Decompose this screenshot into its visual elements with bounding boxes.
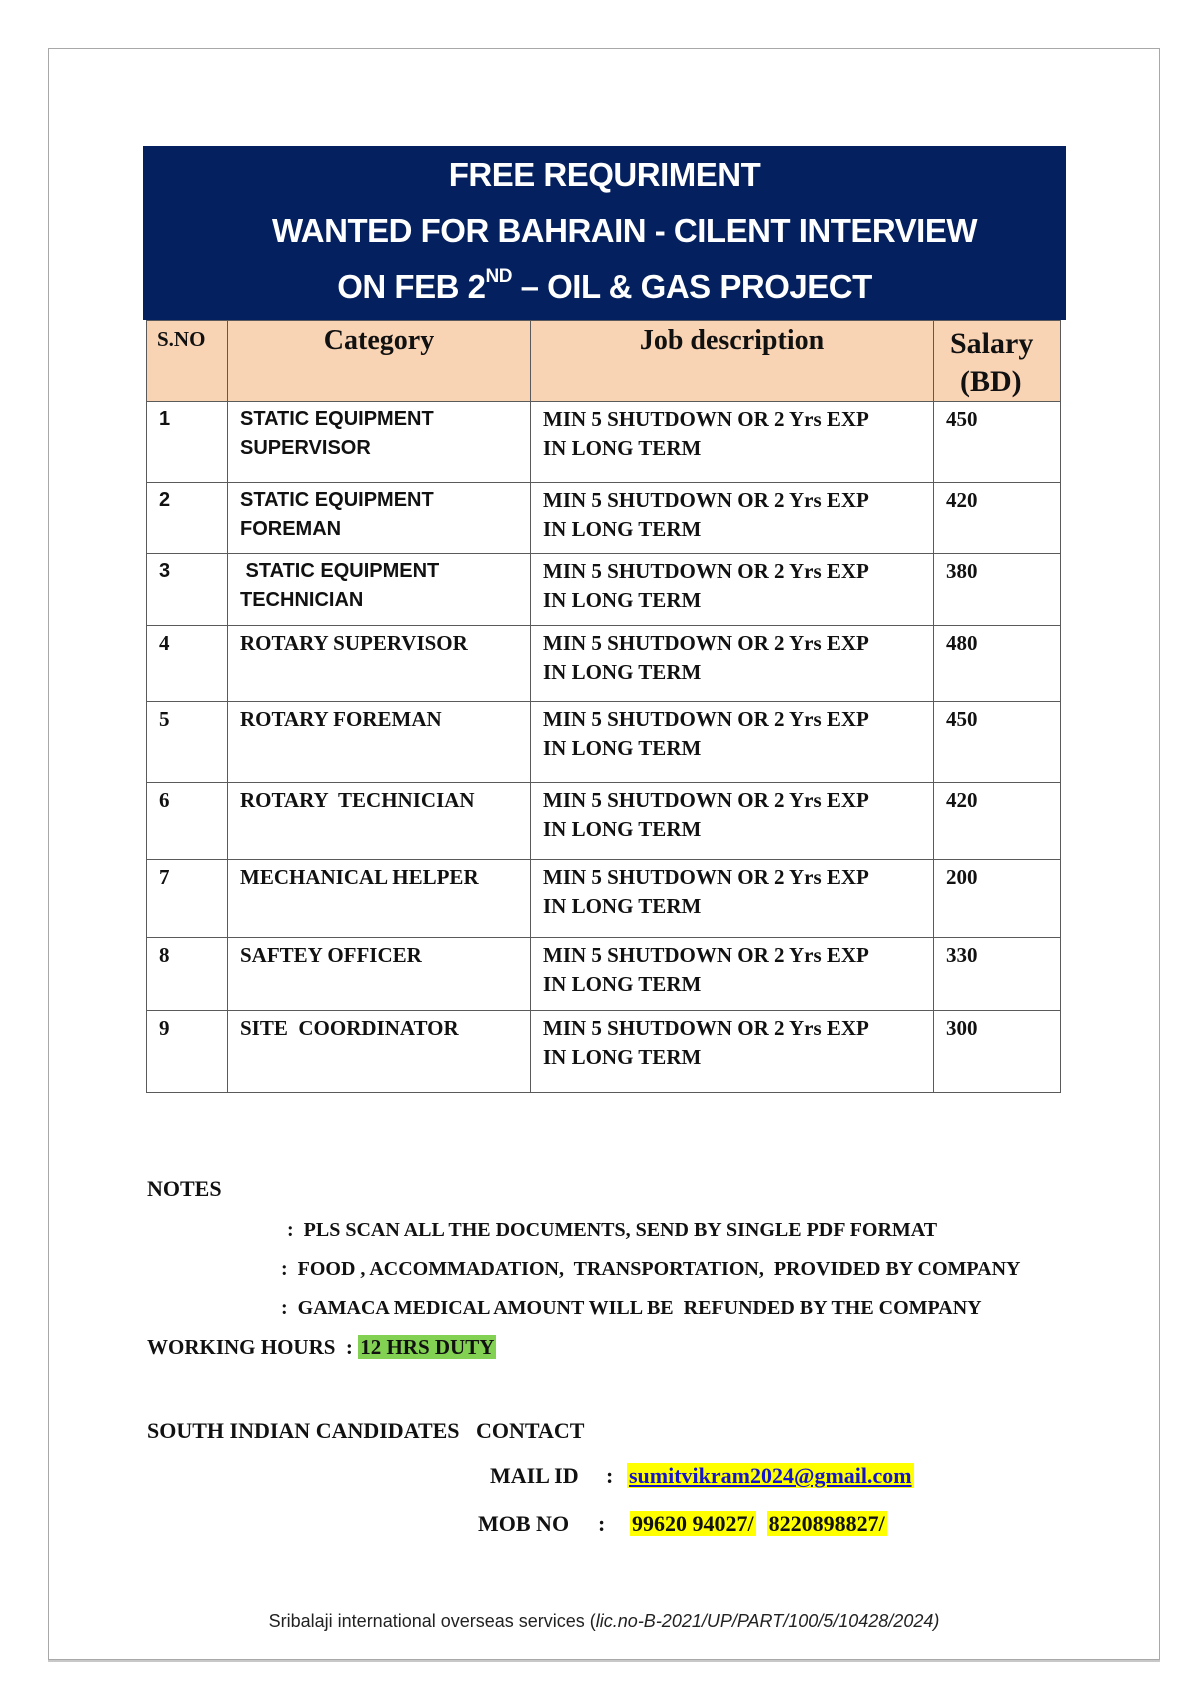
table-row: [147, 483, 1061, 554]
row-category: ROTARY TECHNICIAN: [228, 783, 531, 860]
working-hours: [147, 1335, 496, 1360]
job-line1: MIN 5 SHUTDOWN OR 2 Yrs EXP: [543, 788, 869, 812]
contact-heading: SOUTH INDIAN CANDIDATES CONTACT: [147, 1418, 585, 1443]
notes-heading: NOTES: [147, 1176, 222, 1201]
table-row: [147, 402, 1061, 483]
category-line2: TECHNICIAN: [240, 589, 364, 611]
row-category: ROTARY SUPERVISOR: [228, 626, 531, 702]
row-job-description: [531, 938, 934, 1011]
banner-project-line: [143, 268, 1066, 306]
row-sno: 6: [147, 783, 228, 860]
row-category: ROTARY FOREMAN: [228, 702, 531, 783]
footer-company: Sribalaji international overseas services (: [268, 1611, 596, 1631]
job-line2: IN LONG TERM: [543, 588, 702, 612]
row-sno: 3: [147, 554, 228, 626]
footer-company-license: [0, 1611, 1200, 1632]
job-line2: IN LONG TERM: [543, 817, 702, 841]
row-salary: 300: [934, 1011, 1061, 1093]
category-line1: STATIC EQUIPMENT: [240, 560, 440, 582]
footer-license: lic.no-B-2021/UP/PART/100/5/10428/2024): [595, 1611, 940, 1631]
row-category: [228, 554, 531, 626]
row-job-description: [531, 783, 934, 860]
row-sno: 7: [147, 860, 228, 938]
column-header-sno: S.NO: [147, 321, 228, 402]
row-salary: 380: [934, 554, 1061, 626]
category-line1: STATIC EQUIPMENT: [240, 489, 434, 511]
mob-colon: :: [598, 1511, 606, 1536]
banner-date-suffix: ND: [485, 266, 512, 287]
row-salary: 420: [934, 483, 1061, 554]
mail-label: MAIL ID: [490, 1463, 579, 1488]
row-job-description: [531, 626, 934, 702]
row-sno: 8: [147, 938, 228, 1011]
table-row: [147, 860, 1061, 938]
banner-title: FREE REQURIMENT: [448, 156, 761, 193]
mail-colon: :: [606, 1463, 614, 1488]
row-sno: 2: [147, 483, 228, 554]
row-sno: 5: [147, 702, 228, 783]
note-item: : PLS SCAN ALL THE DOCUMENTS, SEND BY SINGLE PDF FORMAT: [287, 1219, 938, 1241]
banner-subtitle: WANTED FOR BAHRAIN - CILENT INTERVIEW: [271, 212, 978, 249]
jobs-table: [146, 320, 1061, 1093]
table-row: [147, 1011, 1061, 1093]
title-banner: [143, 146, 1066, 320]
category-line2: FOREMAN: [240, 518, 342, 540]
job-line2: IN LONG TERM: [543, 972, 702, 996]
note-item: : GAMACA MEDICAL AMOUNT WILL BE REFUNDED BY THE COMPANY: [281, 1297, 982, 1319]
table-row: [147, 702, 1061, 783]
row-job-description: [531, 702, 934, 783]
mob-number-1: 99620 94027/: [632, 1511, 754, 1536]
job-line2: IN LONG TERM: [543, 894, 702, 918]
table-row: [147, 938, 1061, 1011]
mob-values: [630, 1511, 887, 1537]
column-header-category: Category: [228, 321, 531, 402]
salary-unit: (BD): [960, 365, 1022, 398]
row-salary: 450: [934, 702, 1061, 783]
row-job-description: [531, 483, 934, 554]
row-category: MECHANICAL HELPER: [228, 860, 531, 938]
job-line1: MIN 5 SHUTDOWN OR 2 Yrs EXP: [543, 865, 869, 889]
row-job-description: [531, 554, 934, 626]
table-row: [147, 783, 1061, 860]
table-row: [147, 554, 1061, 626]
working-hours-value: 12 HRS DUTY: [360, 1335, 495, 1359]
table-header-row: [147, 321, 1061, 402]
column-header-job-description: Job description: [531, 321, 934, 402]
row-category: SAFTEY OFFICER: [228, 938, 531, 1011]
banner-project-text: – OIL & GAS PROJECT: [511, 268, 872, 305]
job-line2: IN LONG TERM: [543, 436, 702, 460]
job-line1: MIN 5 SHUTDOWN OR 2 Yrs EXP: [543, 707, 869, 731]
row-salary: 420: [934, 783, 1061, 860]
row-category: [228, 483, 531, 554]
row-job-description: [531, 860, 934, 938]
mail-value: [627, 1463, 914, 1489]
note-item: : FOOD , ACCOMMADATION, TRANSPORTATION, PROVIDED BY COMPANY: [281, 1258, 1021, 1280]
row-salary: 450: [934, 402, 1061, 483]
row-job-description: [531, 1011, 934, 1093]
working-hours-label: WORKING HOURS :: [147, 1335, 353, 1359]
job-line2: IN LONG TERM: [543, 660, 702, 684]
banner-date-text: ON FEB 2: [337, 268, 486, 305]
row-category: [228, 402, 531, 483]
row-salary: 480: [934, 626, 1061, 702]
row-salary: 200: [934, 860, 1061, 938]
table-row: [147, 626, 1061, 702]
column-header-salary: [934, 321, 1061, 402]
job-line1: MIN 5 SHUTDOWN OR 2 Yrs EXP: [543, 488, 869, 512]
job-line2: IN LONG TERM: [543, 517, 702, 541]
job-line2: IN LONG TERM: [543, 736, 702, 760]
row-category: SITE COORDINATOR: [228, 1011, 531, 1093]
row-sno: 4: [147, 626, 228, 702]
mob-label: MOB NO: [478, 1511, 570, 1536]
job-line1: MIN 5 SHUTDOWN OR 2 Yrs EXP: [543, 1016, 869, 1040]
job-line2: IN LONG TERM: [543, 1045, 702, 1069]
job-line1: MIN 5 SHUTDOWN OR 2 Yrs EXP: [543, 559, 869, 583]
row-sno: 1: [147, 402, 228, 483]
job-line1: MIN 5 SHUTDOWN OR 2 Yrs EXP: [543, 631, 869, 655]
category-line2: SUPERVISOR: [240, 437, 371, 459]
row-sno: 9: [147, 1011, 228, 1093]
row-salary: 330: [934, 938, 1061, 1011]
job-line1: MIN 5 SHUTDOWN OR 2 Yrs EXP: [543, 943, 869, 967]
salary-label: Salary: [950, 327, 1034, 360]
email-link[interactable]: sumitvikram2024@gmail.com: [629, 1463, 912, 1488]
row-job-description: [531, 402, 934, 483]
mob-number-2: 8220898827/: [768, 1511, 885, 1536]
category-line1: STATIC EQUIPMENT: [240, 408, 434, 430]
job-line1: MIN 5 SHUTDOWN OR 2 Yrs EXP: [543, 407, 869, 431]
